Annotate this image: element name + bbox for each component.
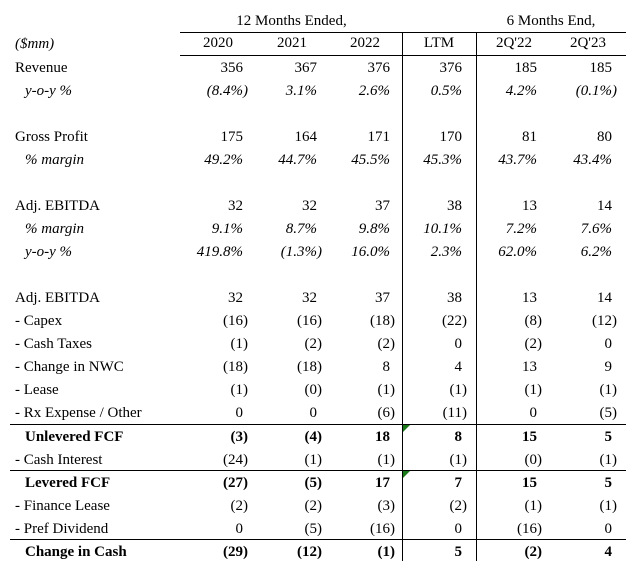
table-cell-ltm[interactable]: 0 xyxy=(454,336,462,352)
table-cell-2022[interactable]: 17 xyxy=(375,475,390,491)
table-cell-2020[interactable]: (8.4%) xyxy=(206,83,248,99)
table-cell-ltm[interactable]: 45.3% xyxy=(423,152,462,168)
table-cell-2020[interactable]: (2) xyxy=(230,498,248,514)
table-cell-2022[interactable]: 45.5% xyxy=(351,152,390,168)
row-label: Adj. EBITDA xyxy=(15,198,100,214)
table-cell-2q23[interactable]: 7.6% xyxy=(580,221,612,237)
table-cell-2022[interactable]: 171 xyxy=(367,129,390,145)
table-cell-2020[interactable]: 49.2% xyxy=(204,152,243,168)
row-label: - Change in NWC xyxy=(15,359,124,375)
table-cell-2021[interactable]: 367 xyxy=(294,60,317,76)
table-cell-2020[interactable]: 0 xyxy=(235,521,243,537)
table-cell-ltm[interactable]: 38 xyxy=(447,198,462,214)
table-cell-2020[interactable]: 419.8% xyxy=(196,244,243,260)
table-cell-ltm[interactable]: 5 xyxy=(454,544,462,560)
row-label: Revenue xyxy=(15,60,68,76)
table-cell-2q23[interactable]: 43.4% xyxy=(573,152,612,168)
table-cell-2q23[interactable]: (0.1%) xyxy=(575,83,617,99)
table-cell-2021[interactable]: 8.7% xyxy=(285,221,317,237)
table-cell-2022[interactable]: 18 xyxy=(375,429,390,445)
table-cell-2020[interactable]: (16) xyxy=(223,313,248,329)
table-cell-2q22[interactable]: 13 xyxy=(522,198,537,214)
table-cell-2022[interactable]: 376 xyxy=(367,60,390,76)
table-cell-2020[interactable]: (18) xyxy=(223,359,248,375)
table-cell-2020[interactable]: (3) xyxy=(230,429,248,445)
table-cell-2022[interactable]: 2.6% xyxy=(358,83,390,99)
row-label: - Capex xyxy=(15,313,63,329)
row-label: % margin xyxy=(25,221,85,237)
table-row xyxy=(0,196,643,219)
rule-group-header xyxy=(180,32,626,33)
table-cell-2022[interactable]: (16) xyxy=(370,521,395,537)
row-label: Gross Profit xyxy=(15,129,88,145)
table-cell-2021[interactable]: (18) xyxy=(297,359,322,375)
table-cell-2022[interactable]: 16.0% xyxy=(351,244,390,260)
rule-before-levered-fcf xyxy=(10,470,626,471)
table-cell-2q23[interactable]: 14 xyxy=(597,198,612,214)
table-cell-ltm[interactable]: (1) xyxy=(449,382,467,398)
table-cell-2020[interactable]: 32 xyxy=(228,198,243,214)
table-cell-2020[interactable]: (24) xyxy=(223,452,248,468)
column-header-2q22: 2Q'22 xyxy=(495,35,533,51)
table-row xyxy=(0,496,643,519)
table-cell-ltm[interactable]: (22) xyxy=(442,313,467,329)
table-cell-2q23[interactable]: 80 xyxy=(597,129,612,145)
table-cell-2021[interactable]: (5) xyxy=(304,475,322,491)
table-cell-2020[interactable]: 32 xyxy=(228,290,243,306)
row-label: Change in Cash xyxy=(25,544,127,560)
table-cell-2020[interactable]: (27) xyxy=(223,475,248,491)
table-cell-ltm[interactable]: 2.3% xyxy=(430,244,462,260)
table-cell-ltm[interactable]: 10.1% xyxy=(423,221,462,237)
table-row xyxy=(0,219,643,242)
row-label: - Lease xyxy=(15,382,59,398)
column-header-2022: 2022 xyxy=(350,35,380,51)
table-cell-2q23[interactable]: (5) xyxy=(599,405,617,421)
row-label: - Pref Dividend xyxy=(15,521,109,537)
table-cell-2021[interactable]: 32 xyxy=(302,198,317,214)
table-cell-2020[interactable]: (1) xyxy=(230,336,248,352)
table-cell-2022[interactable]: (1) xyxy=(377,382,395,398)
row-label: Unlevered FCF xyxy=(25,429,124,445)
table-cell-2021[interactable]: (2) xyxy=(304,498,322,514)
table-cell-2q22[interactable]: (2) xyxy=(524,336,542,352)
header-group-6-months: 6 Months End, xyxy=(506,13,596,29)
table-cell-2021[interactable]: 164 xyxy=(294,129,317,145)
table-cell-2021[interactable]: (1.3%) xyxy=(280,244,322,260)
table-cell-2q23[interactable]: 0 xyxy=(604,336,612,352)
table-cell-2q23[interactable]: 6.2% xyxy=(580,244,612,260)
table-cell-2q22[interactable]: 43.7% xyxy=(498,152,537,168)
table-row xyxy=(0,334,643,357)
table-cell-2q23[interactable]: 4 xyxy=(604,544,612,560)
units-label: ($mm) xyxy=(15,36,55,52)
table-row xyxy=(0,127,643,150)
row-label: y-o-y % xyxy=(25,244,73,260)
table-cell-2020[interactable]: 9.1% xyxy=(211,221,243,237)
table-cell-2q22[interactable]: 13 xyxy=(522,290,537,306)
table-cell-2q23[interactable]: 5 xyxy=(604,475,612,491)
table-cell-2q22[interactable]: 62.0% xyxy=(498,244,537,260)
table-row xyxy=(0,403,643,426)
table-cell-2q23[interactable]: (12) xyxy=(592,313,617,329)
table-cell-2021[interactable]: (12) xyxy=(297,544,322,560)
table-row xyxy=(0,427,643,450)
row-label: - Cash Taxes xyxy=(15,336,92,352)
table-cell-2021[interactable]: 44.7% xyxy=(278,152,317,168)
row-label: - Rx Expense / Other xyxy=(15,405,142,421)
rule-before-change-in-cash xyxy=(10,539,626,540)
table-cell-2022[interactable]: (1) xyxy=(377,544,395,560)
table-cell-ltm[interactable]: (11) xyxy=(442,405,467,421)
table-cell-2q22[interactable]: 7.2% xyxy=(505,221,537,237)
table-cell-2022[interactable]: (18) xyxy=(370,313,395,329)
table-cell-ltm[interactable]: (2) xyxy=(449,498,467,514)
table-cell-2020[interactable]: 356 xyxy=(220,60,243,76)
table-cell-2022[interactable]: 8 xyxy=(382,359,390,375)
table-cell-ltm[interactable]: 4 xyxy=(454,359,462,375)
cell-comment-marker-icon[interactable] xyxy=(403,471,410,478)
table-cell-2021[interactable]: (5) xyxy=(304,521,322,537)
table-cell-2022[interactable]: (3) xyxy=(377,498,395,514)
table-cell-ltm[interactable]: 8 xyxy=(454,429,462,445)
table-cell-2q23[interactable]: 14 xyxy=(597,290,612,306)
table-cell-2020[interactable]: (1) xyxy=(230,382,248,398)
table-cell-2q23[interactable]: 9 xyxy=(604,359,612,375)
rule-before-unlevered-fcf xyxy=(10,424,626,425)
table-cell-2q23[interactable]: 0 xyxy=(604,521,612,537)
table-cell-2022[interactable]: (6) xyxy=(377,405,395,421)
table-cell-2q22[interactable]: (1) xyxy=(524,382,542,398)
cell-comment-marker-icon[interactable] xyxy=(403,425,410,432)
table-cell-2q23[interactable]: 5 xyxy=(604,429,612,445)
table-cell-2022[interactable]: (2) xyxy=(377,336,395,352)
table-cell-2021[interactable]: 32 xyxy=(302,290,317,306)
row-label: - Finance Lease xyxy=(15,498,110,514)
table-cell-2021[interactable]: (1) xyxy=(304,452,322,468)
table-cell-2021[interactable]: (2) xyxy=(304,336,322,352)
table-cell-2021[interactable]: (16) xyxy=(297,313,322,329)
table-cell-2q22[interactable]: 15 xyxy=(522,429,537,445)
table-cell-2q22[interactable]: 13 xyxy=(522,359,537,375)
table-cell-ltm[interactable]: 376 xyxy=(439,60,462,76)
table-cell-2022[interactable]: (1) xyxy=(377,452,395,468)
column-header-ltm: LTM xyxy=(423,35,455,51)
table-cell-2020[interactable]: (29) xyxy=(223,544,248,560)
table-row xyxy=(0,58,643,81)
table-row xyxy=(0,242,643,265)
table-cell-ltm[interactable]: 38 xyxy=(447,290,462,306)
table-row xyxy=(0,288,643,311)
table-row xyxy=(0,150,643,173)
header-group-12-months: 12 Months Ended, xyxy=(236,13,347,29)
table-cell-2022[interactable]: 37 xyxy=(375,290,390,306)
column-header-2021: 2021 xyxy=(277,35,307,51)
table-cell-2022[interactable]: 9.8% xyxy=(358,221,390,237)
rule-column-header xyxy=(180,55,626,56)
table-cell-2q22[interactable]: 15 xyxy=(522,475,537,491)
table-cell-2q22[interactable]: (8) xyxy=(524,313,542,329)
table-cell-2021[interactable]: (4) xyxy=(304,429,322,445)
table-cell-ltm[interactable]: 170 xyxy=(439,129,462,145)
table-cell-2q22[interactable]: 0 xyxy=(529,405,537,421)
table-cell-2021[interactable]: 3.1% xyxy=(285,83,317,99)
row-label: y-o-y % xyxy=(25,83,73,99)
table-row xyxy=(0,473,643,496)
table-cell-2q23[interactable]: (1) xyxy=(599,498,617,514)
row-label: - Cash Interest xyxy=(15,452,103,468)
table-row xyxy=(0,542,643,565)
table-row xyxy=(0,81,643,104)
table-cell-2q22[interactable]: 185 xyxy=(514,60,537,76)
table-cell-2021[interactable]: 0 xyxy=(309,405,317,421)
table-cell-2021[interactable]: (0) xyxy=(304,382,322,398)
table-cell-2020[interactable]: 175 xyxy=(220,129,243,145)
row-label: Levered FCF xyxy=(25,475,111,491)
table-cell-2022[interactable]: 37 xyxy=(375,198,390,214)
table-row xyxy=(0,380,643,403)
table-cell-2q22[interactable]: 81 xyxy=(522,129,537,145)
table-cell-2q22[interactable]: 4.2% xyxy=(505,83,537,99)
row-label: % margin xyxy=(25,152,85,168)
table-cell-2q22[interactable]: (0) xyxy=(524,452,542,468)
table-cell-ltm[interactable]: 0.5% xyxy=(430,83,462,99)
table-cell-2q23[interactable]: 185 xyxy=(589,60,612,76)
table-cell-ltm[interactable]: 7 xyxy=(454,475,462,491)
table-row xyxy=(0,357,643,380)
table-cell-2020[interactable]: 0 xyxy=(235,405,243,421)
row-label: Adj. EBITDA xyxy=(15,290,100,306)
table-cell-2q22[interactable]: (1) xyxy=(524,498,542,514)
table-cell-2q23[interactable]: (1) xyxy=(599,452,617,468)
table-cell-2q23[interactable]: (1) xyxy=(599,382,617,398)
table-cell-2q22[interactable]: (2) xyxy=(524,544,542,560)
table-row xyxy=(0,311,643,334)
column-header-2020: 2020 xyxy=(203,35,233,51)
column-header-2q23: 2Q'23 xyxy=(569,35,607,51)
table-cell-2q22[interactable]: (16) xyxy=(517,521,542,537)
table-cell-ltm[interactable]: 0 xyxy=(454,521,462,537)
table-cell-ltm[interactable]: (1) xyxy=(449,452,467,468)
